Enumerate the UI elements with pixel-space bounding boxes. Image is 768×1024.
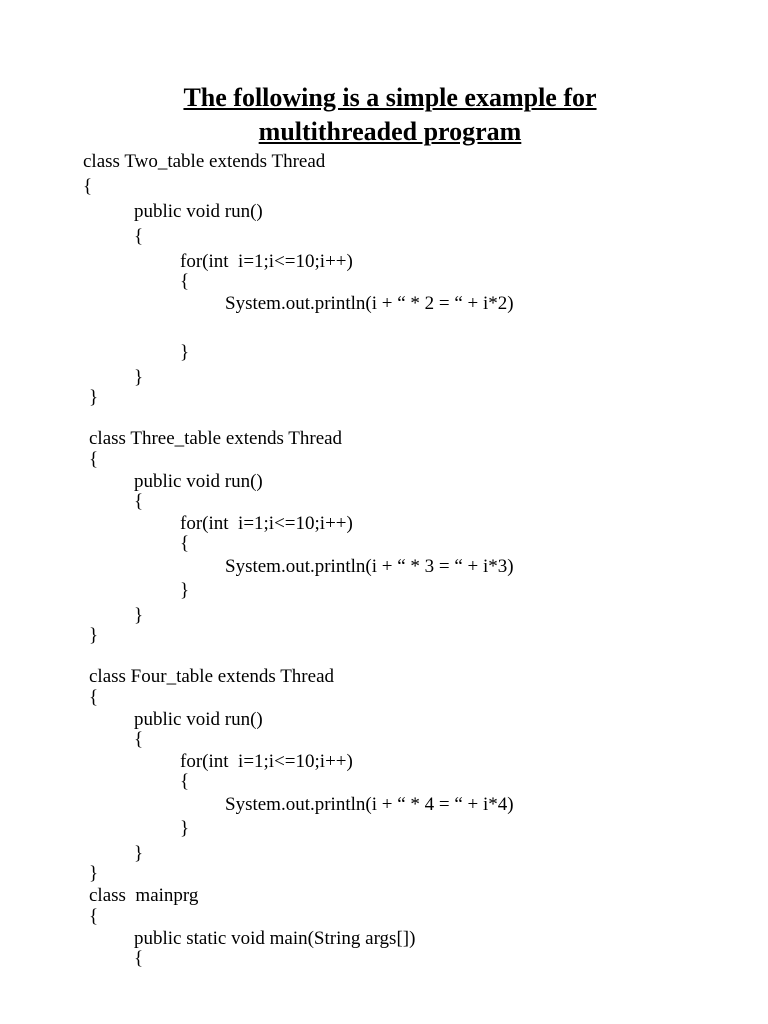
code-line: class Two_table extends Thread <box>83 151 326 172</box>
code-line: } <box>134 843 144 864</box>
code-line: public static void main(String args[]) <box>134 928 416 949</box>
code-line: { <box>180 533 190 554</box>
code-line: System.out.println(i + “ * 3 = “ + i*3) <box>225 556 514 577</box>
code-line: public void run() <box>134 201 263 222</box>
code-line: { <box>83 176 93 197</box>
code-line: public void run() <box>134 471 263 492</box>
code-line: { <box>134 491 144 512</box>
title-line-2: multithreaded program <box>258 117 522 146</box>
code-line: System.out.println(i + “ * 4 = “ + i*4) <box>225 794 514 815</box>
code-line: } <box>180 818 190 839</box>
code-line: for(int i=1;i<=10;i++) <box>180 751 353 772</box>
code-line: { <box>180 771 190 792</box>
code-line: { <box>134 729 144 750</box>
code-line: } <box>134 367 144 388</box>
code-line: } <box>180 342 190 363</box>
code-line: } <box>89 625 99 646</box>
code-line: { <box>134 226 144 247</box>
code-line: public void run() <box>134 709 263 730</box>
code-line: { <box>89 687 99 708</box>
code-line: class Three_table extends Thread <box>89 428 343 449</box>
code-line: class mainprg <box>89 885 199 906</box>
code-line: for(int i=1;i<=10;i++) <box>180 251 353 272</box>
code-line: { <box>134 948 144 969</box>
code-line: } <box>89 863 99 884</box>
code-line: { <box>89 449 99 470</box>
code-line: } <box>134 605 144 626</box>
document-title <box>100 81 680 149</box>
code-line: } <box>89 387 99 408</box>
code-line: { <box>180 271 190 292</box>
code-line: } <box>180 580 190 601</box>
code-line: for(int i=1;i<=10;i++) <box>180 513 353 534</box>
code-line: { <box>89 906 99 927</box>
code-line: class Four_table extends Thread <box>89 666 334 687</box>
title-line-1: The following is a simple example for <box>183 83 597 112</box>
code-line: System.out.println(i + “ * 2 = “ + i*2) <box>225 293 514 314</box>
